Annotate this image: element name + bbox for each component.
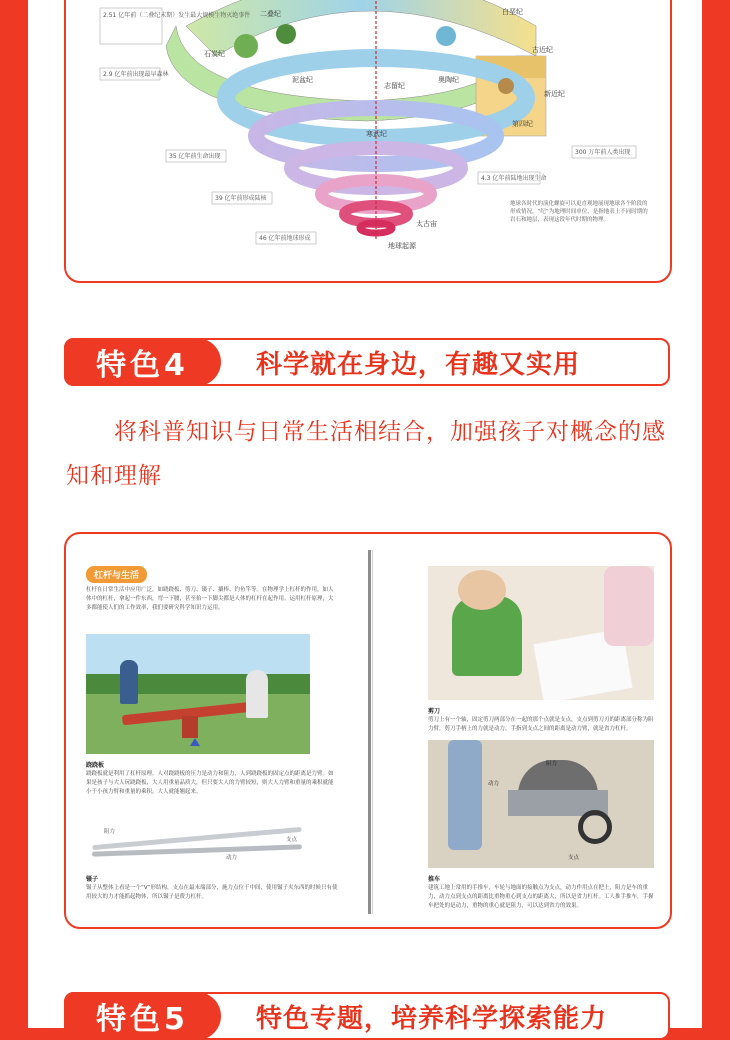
book-spine (368, 550, 371, 914)
feature-4-header (64, 338, 670, 386)
tweezers-label-effort: 动力 (226, 855, 238, 861)
scissors-caption: 剪刀 (428, 708, 441, 715)
note-humans: 300 万年前人类出现 (575, 149, 631, 156)
book-spine-shadow (372, 550, 373, 914)
note-extinction: 2.51 亿年前（二叠纪末期）发生最大规模生物灭绝事件 (103, 12, 251, 19)
spiral-illustration (66, 0, 670, 281)
wheelbarrow-wheel (578, 810, 612, 844)
era-label: 第四纪 (512, 120, 533, 128)
note-earth-formed: 46 亿年前地球形成 (259, 235, 311, 242)
tweezers-label-fulcrum: 支点 (286, 837, 298, 843)
cart-label-resistance: 阻力 (546, 761, 558, 767)
era-label: 志留纪 (384, 82, 405, 90)
era-label: 寒武纪 (366, 130, 387, 138)
cart-label-fulcrum: 支点 (568, 855, 580, 861)
section-title-badge: 杠杆与生活 (86, 566, 147, 583)
scissors-text: 剪刀上有一个轴，固定剪刀两部分在一起的那个点就是支点，支点到剪刀刃的距离部分称为阻力臂，剪刀手柄上的力就是动力，手指到支点之间的距离是动力臂，就是省力杠杆。 (428, 717, 654, 732)
note-land-life: 4.3 亿年前陆地出现生命 (481, 175, 547, 182)
fulcrum-marker (190, 738, 200, 746)
center-label: 太古宙 (416, 220, 437, 228)
tweezers-diagram (86, 818, 310, 866)
timeline-caption-wrapper (510, 200, 650, 240)
cart-caption: 推车 (428, 876, 441, 883)
sea-patch (436, 26, 456, 46)
feature-4-title: 科学就在身边，有趣又实用 (256, 349, 581, 380)
era-label: 二叠纪 (260, 10, 281, 18)
adult-figure (246, 670, 268, 718)
tweezers-caption: 镊子 (86, 876, 99, 883)
era-label: 奥陶纪 (438, 76, 459, 84)
era-label: 白垩纪 (502, 8, 523, 16)
cart-text: 建筑工地上常用的手推车，车轮与地面的接触点为支点，动力作用点在把上，阻力是车的重力，动力点到支点的距离比重物重心到支点的距离大，所以是省力杠杆。工人推手推车，手握车把处的是动力，重物的重心就是阻力，可以达到省力的效果。 (428, 885, 654, 909)
center-label: 地球起源 (388, 242, 416, 250)
era-label: 新近纪 (544, 90, 565, 98)
feature-5-title: 特色专题，培养科学探索能力 (256, 1003, 608, 1034)
era-label: 泥盆纪 (292, 76, 313, 84)
feature-4-description: 将科普知识与日常生活相结合，加强孩子对概念的感知和理解 (66, 419, 666, 489)
wheelbarrow-photo (428, 740, 654, 868)
seesaw-text: 跷跷板就是利用了杠杆原理。人对跷跷板的压力是动力和阻力，人到跷跷板的固定点的距离是力臂。如果是孩子与大人玩跷跷板，大人用重量品质大，但只要大人的力臂较短，则大人力臂和重量的乘积就能小于小孩力臂和重量的乘积，大人就能翘起来。 (86, 771, 334, 795)
feature-4-tag: 特色4 (64, 338, 221, 386)
cart-label-effort: 动力 (488, 781, 500, 787)
tweezers-text: 镊子从整体上看是一个“V”形结构，支点在最末端部分，施力点位于中间，使用镊子夹东西的时候只有使用较大的力才能抓起物体，所以镊子是费力杠杆。 (86, 885, 338, 900)
scissors-photo (428, 566, 654, 700)
seesaw-caption: 跷跷板 (86, 762, 105, 769)
seesaw-photo (86, 634, 310, 754)
era-label: 石炭纪 (204, 50, 225, 58)
note-life: 35 亿年前生命出现 (169, 153, 221, 160)
feature-5-tag: 特色5 (64, 992, 221, 1040)
seesaw-pivot (182, 716, 198, 738)
note-craton: 39 亿年前形成陆核 (215, 195, 267, 202)
animal-figure (498, 78, 514, 94)
child-figure (120, 660, 138, 704)
tweezers-label-resistance: 阻力 (104, 829, 116, 835)
worker-figure (448, 740, 482, 850)
book-spread-image (64, 532, 672, 929)
intro-text: 杠杆在日常生活中应用广泛，如跷跷板、剪刀、镊子、撬棒、钓鱼竿等。在物理学上杠杆的作用，如人体中的杠杆，拿起一件东西，弯一下腰，甚至抬一下脚尖都是人体的杠杆在起作用。运用杠杆原理，大多都能使人们的工作效率，我们要研究科学知识力运用。 (86, 587, 334, 611)
tree-cluster (276, 24, 296, 44)
child-head (458, 570, 506, 610)
era-label: 古近纪 (532, 46, 553, 54)
feature-5-header (64, 992, 670, 1040)
adult-arm (604, 566, 654, 646)
note-forest: 2.9 亿年前出现最早森林 (103, 71, 169, 78)
tree-cluster (234, 34, 258, 58)
geologic-time-spiral-image (64, 0, 672, 283)
timeline-caption: 地球各时代的演化螺旋可以更直观地展现地球各个阶段的形成情况，“纪”为地理时间单位，是指地表上不同时期的岩石和地层，表现这段年代时期的物理。 (510, 201, 648, 223)
